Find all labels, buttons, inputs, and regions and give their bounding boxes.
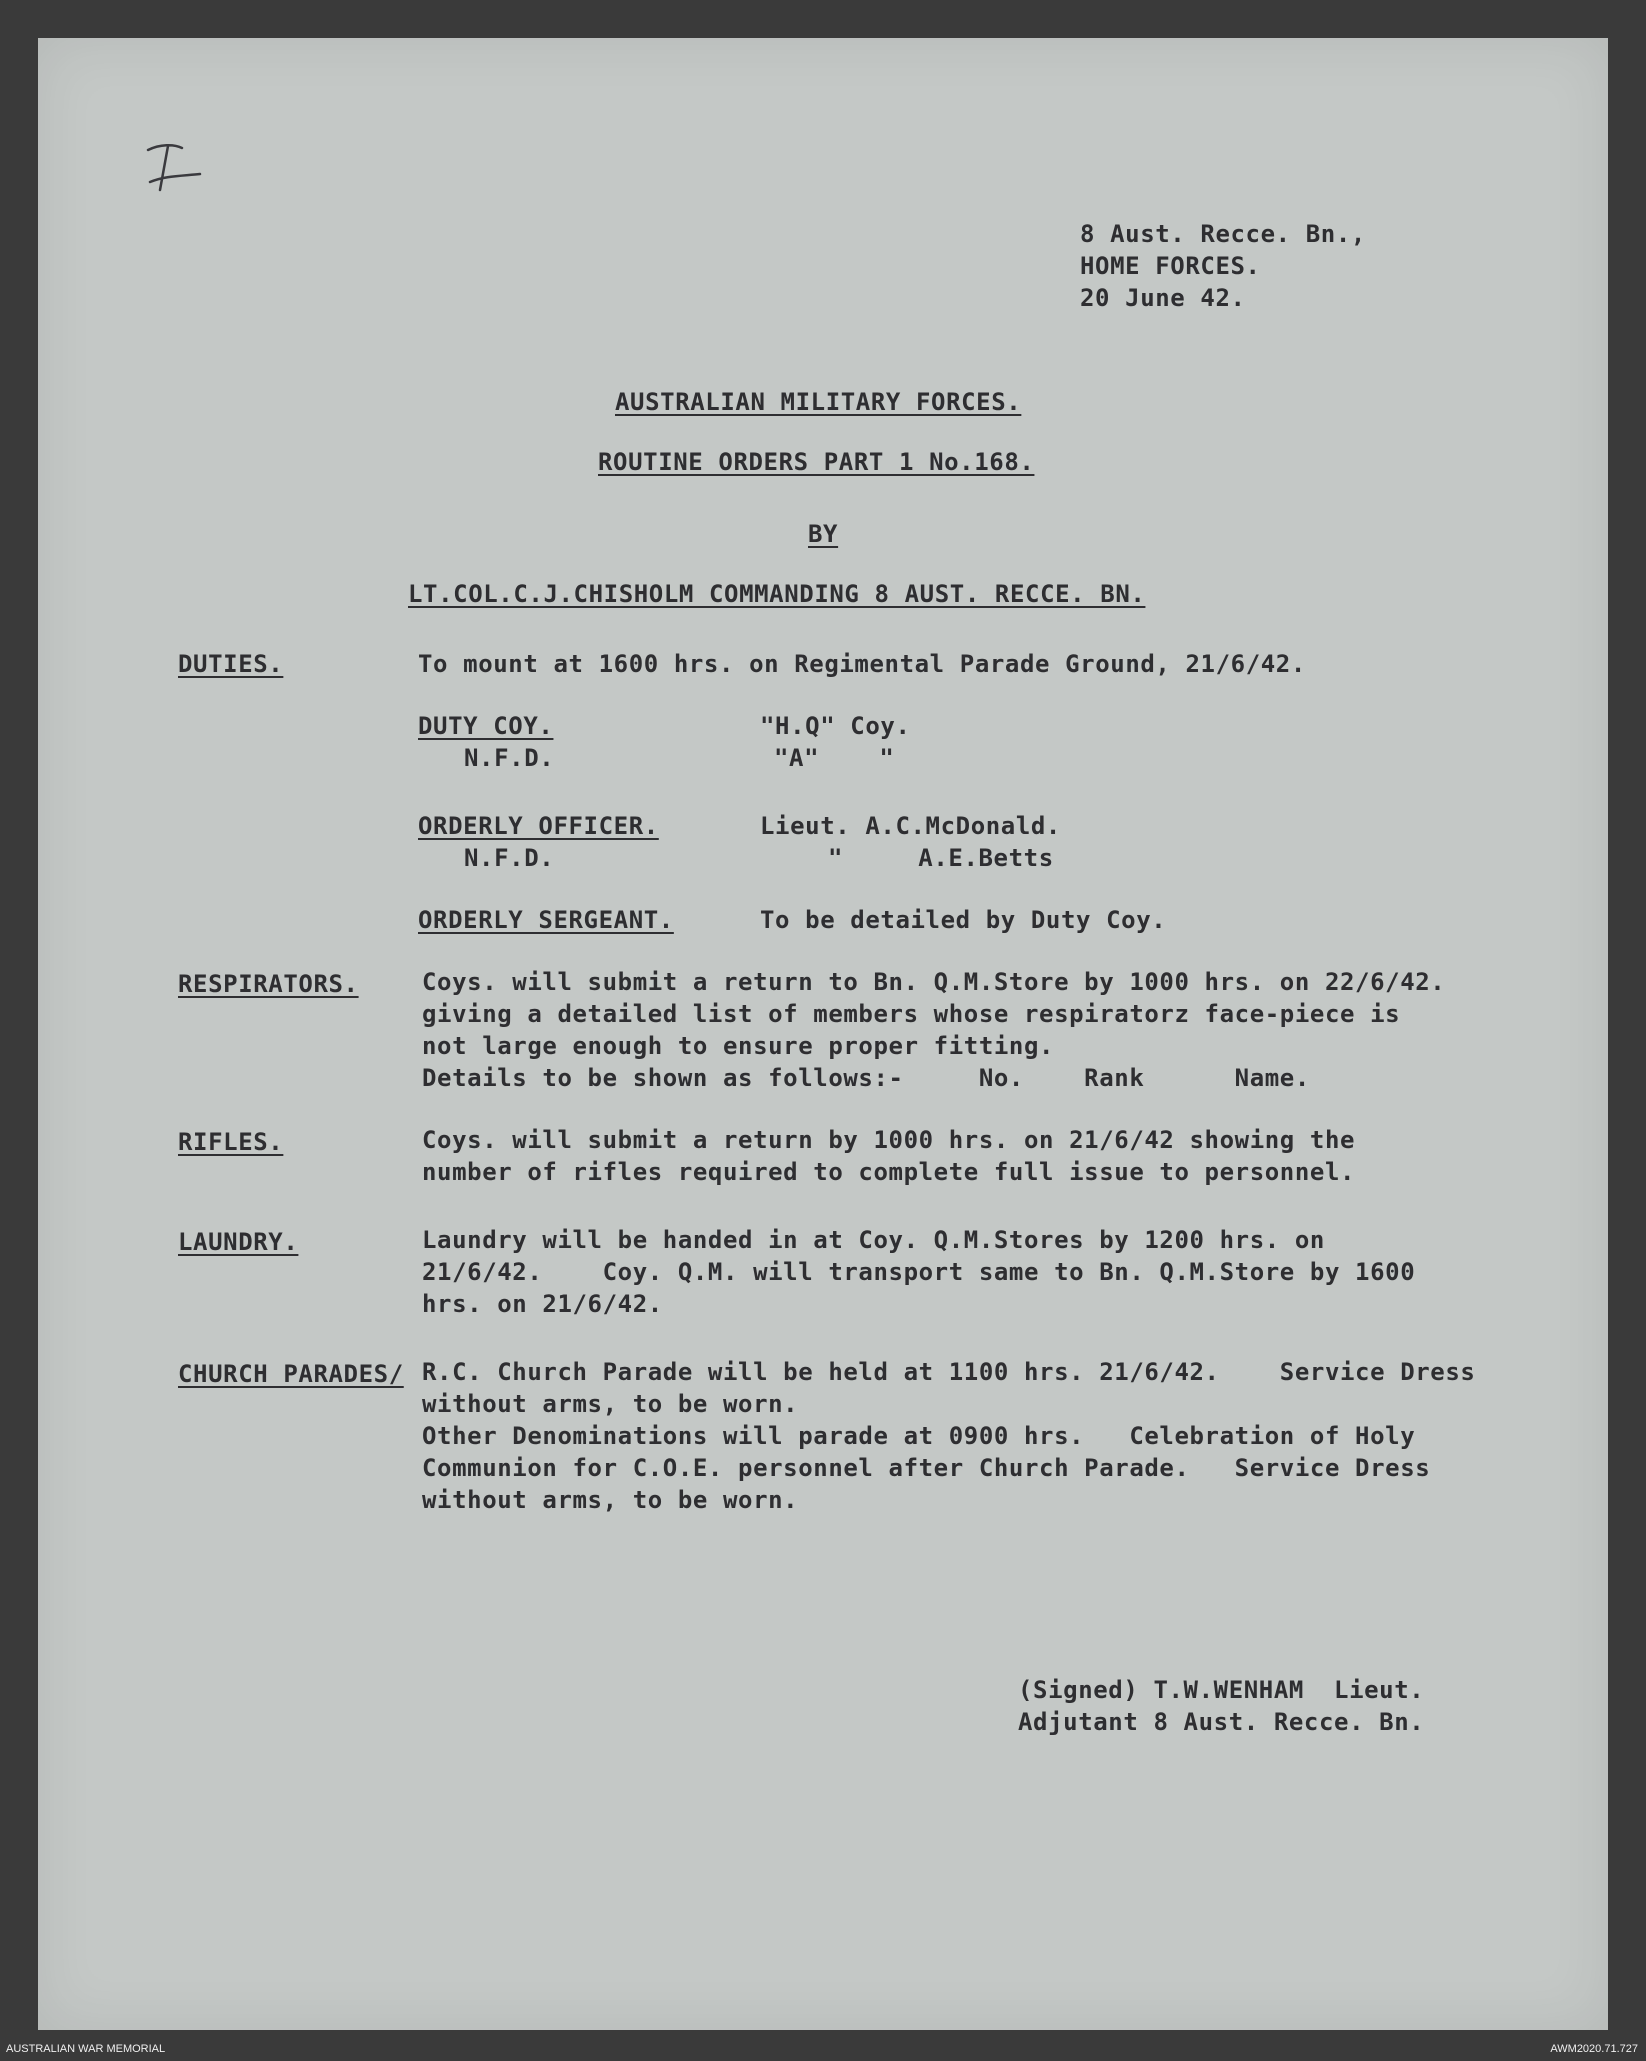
church-heading: CHURCH PARADES/ [178,1360,404,1388]
church-line: R.C. Church Parade will be held at 1100 hrs. 21/6/42. Service Dress [422,1358,1476,1386]
respirators-paragraph [422,966,1445,1094]
laundry-line: hrs. on 21/6/42. [422,1290,663,1318]
church-line: Communion for C.O.E. personnel after Church Parade. Service Dress [422,1454,1431,1482]
footer-id: AWM2020.71.727 [1550,2043,1638,2055]
orderly-sergeant-value: To be detailed by Duty Coy. [760,906,1167,934]
respirators-line: Coys. will submit a return to Bn. Q.M.Store by 1000 hrs. on 22/6/42. [422,968,1446,996]
respirators-line: giving a detailed list of members whose respiratorz face-piece is [422,1000,1401,1028]
nfd2-label: N.F.D. [464,844,555,872]
orderly-officer-value: Lieut. A.C.McDonald. [760,812,1061,840]
rifles-heading: RIFLES. [178,1128,284,1156]
title-by: BY [808,520,839,548]
nfd1-value: "A" " [774,744,895,772]
nfd1-label: N.F.D. [464,744,555,772]
church-line: without arms, to be worn. [422,1486,799,1514]
signature-line: (Signed) T.W.WENHAM Lieut. [1018,1676,1425,1704]
church-line: Other Denominations will parade at 0900 hrs. Celebration of Holy [422,1422,1416,1450]
nfd2-value: " A.E.Betts [828,844,1054,872]
laundry-paragraph [422,1224,1415,1320]
title-routine-orders: ROUTINE ORDERS PART 1 No.168. [598,448,1035,476]
laundry-line: 21/6/42. Coy. Q.M. will transport same to Bn. Q.M.Store by 1600 [422,1258,1416,1286]
duty-coy-value: "H.Q" Coy. [760,712,911,740]
rifles-line: number of rifles required to complete full issue to personnel. [422,1158,1356,1186]
title-forces: AUSTRALIAN MILITARY FORCES. [615,388,1022,416]
title-commanding: LT.COL.C.J.CHISHOLM COMMANDING 8 AUST. RECCE. BN. [408,580,1146,608]
laundry-line: Laundry will be handed in at Coy. Q.M.Stores by 1200 hrs. on [422,1226,1325,1254]
header-unit: 8 Aust. Recce. Bn., [1080,220,1366,248]
orderly-officer-label: ORDERLY OFFICER. [418,812,659,840]
duties-heading: DUTIES. [178,650,284,678]
handwritten-mark [140,130,220,210]
footer-source: AUSTRALIAN WAR MEMORIAL [6,2043,166,2055]
rifles-paragraph [422,1124,1355,1188]
church-paragraph [422,1356,1475,1516]
header-date: 20 June 42. [1080,284,1246,312]
signature-title: Adjutant 8 Aust. Recce. Bn. [1018,1708,1425,1736]
rifles-line: Coys. will submit a return by 1000 hrs. on 21/6/42 showing the [422,1126,1356,1154]
respirators-heading: RESPIRATORS. [178,970,359,998]
header-forces: HOME FORCES. [1080,252,1261,280]
duty-coy-label: DUTY COY. [418,712,554,740]
orderly-sergeant-label: ORDERLY SERGEANT. [418,906,674,934]
laundry-heading: LAUNDRY. [178,1228,299,1256]
respirators-line: not large enough to ensure proper fitting. [422,1032,1055,1060]
church-line: without arms, to be worn. [422,1390,799,1418]
archive-footer [0,2036,1646,2061]
duties-text: To mount at 1600 hrs. on Regimental Parade Ground, 21/6/42. [418,650,1306,678]
respirators-line: Details to be shown as follows:- No. Rank Name. [422,1064,1310,1092]
